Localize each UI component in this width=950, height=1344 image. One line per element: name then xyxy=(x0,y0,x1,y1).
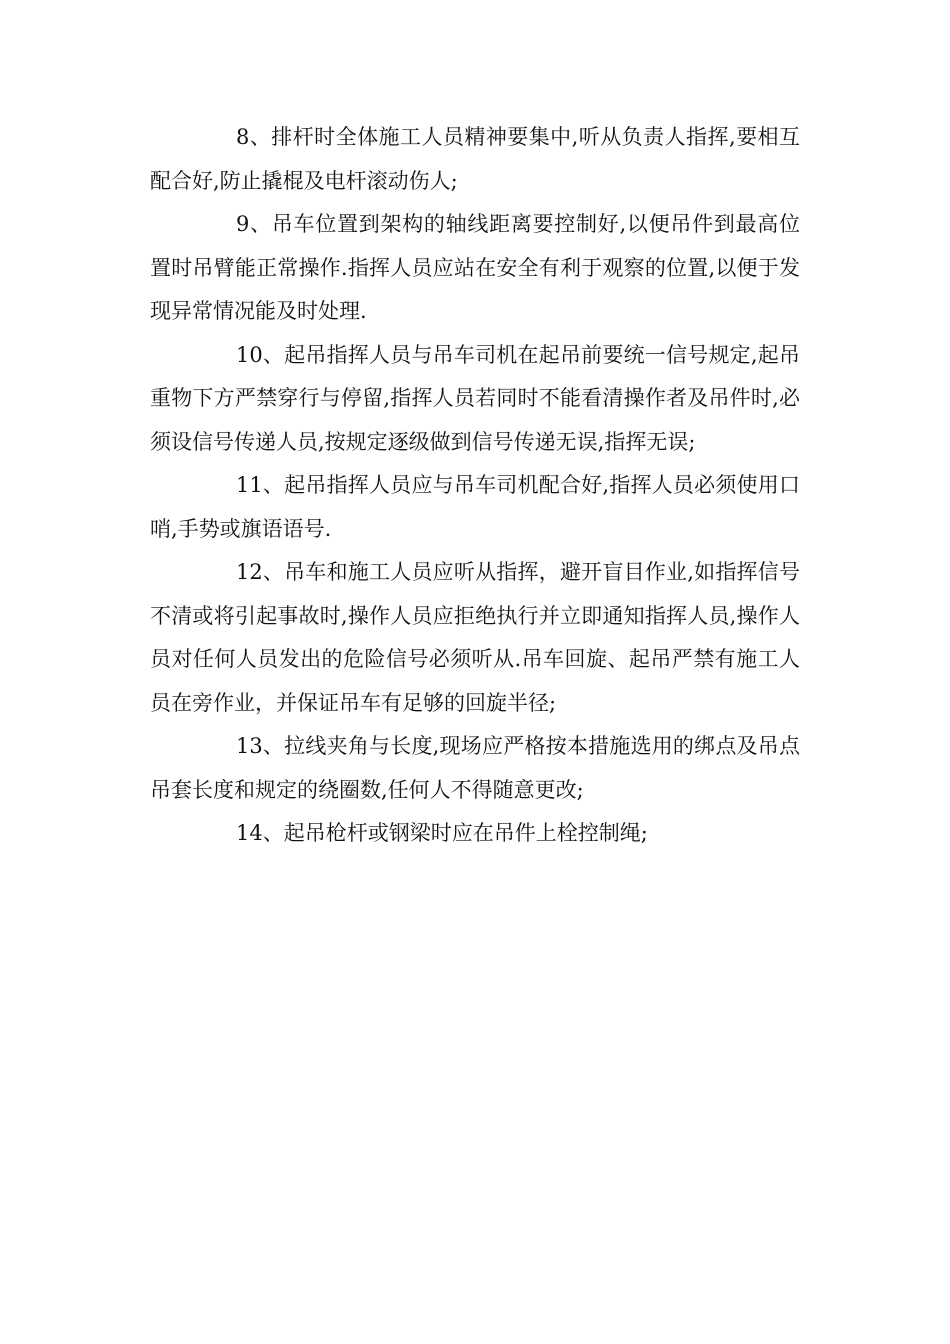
paragraph-item-9: 9、吊车位置到架构的轴线距离要控制好,以便吊件到最高位置时吊臂能正常操作.指挥人员应站在安全有利于观察的位置,以便于发现异常情况能及时处理. xyxy=(150,212,800,323)
paragraph-item-8: 8、排杆时全体施工人员精神要集中,听从负责人指挥,要相互配合好,防止撬棍及电杆滚动伤人; xyxy=(150,125,800,193)
paragraph-item-11: 11、起吊指挥人员应与吊车司机配合好,指挥人员必须使用口哨,手势或旗语语号. xyxy=(150,473,800,541)
paragraph-item-14: 14、起吊枪杆或钢梁时应在吊件上栓控制绳; xyxy=(236,821,648,845)
paragraph-item-12: 12、吊车和施工人员应听从指挥，避开盲目作业,如指挥信号不清或将引起事故时,操作人员应拒绝执行并立即通知指挥人员,操作人员对任何人员发出的危险信号必须听从.吊车回旋、起吊严禁有施工人员在旁作业，并保证吊车有足够的回旋半径; xyxy=(150,560,800,715)
paragraph-item-13: 13、拉线夹角与长度,现场应严格按本措施选用的绑点及吊点吊套长度和规定的绕圈数,任何人不得随意更改; xyxy=(150,734,800,802)
paragraph-item-10: 10、起吊指挥人员与吊车司机在起吊前要统一信号规定,起吊重物下方严禁穿行与停留,指挥人员若同时不能看清操作者及吊件时,必须设信号传递人员,按规定逐级做到信号传递无误,指挥无误; xyxy=(150,342,800,454)
document-body xyxy=(150,116,800,856)
